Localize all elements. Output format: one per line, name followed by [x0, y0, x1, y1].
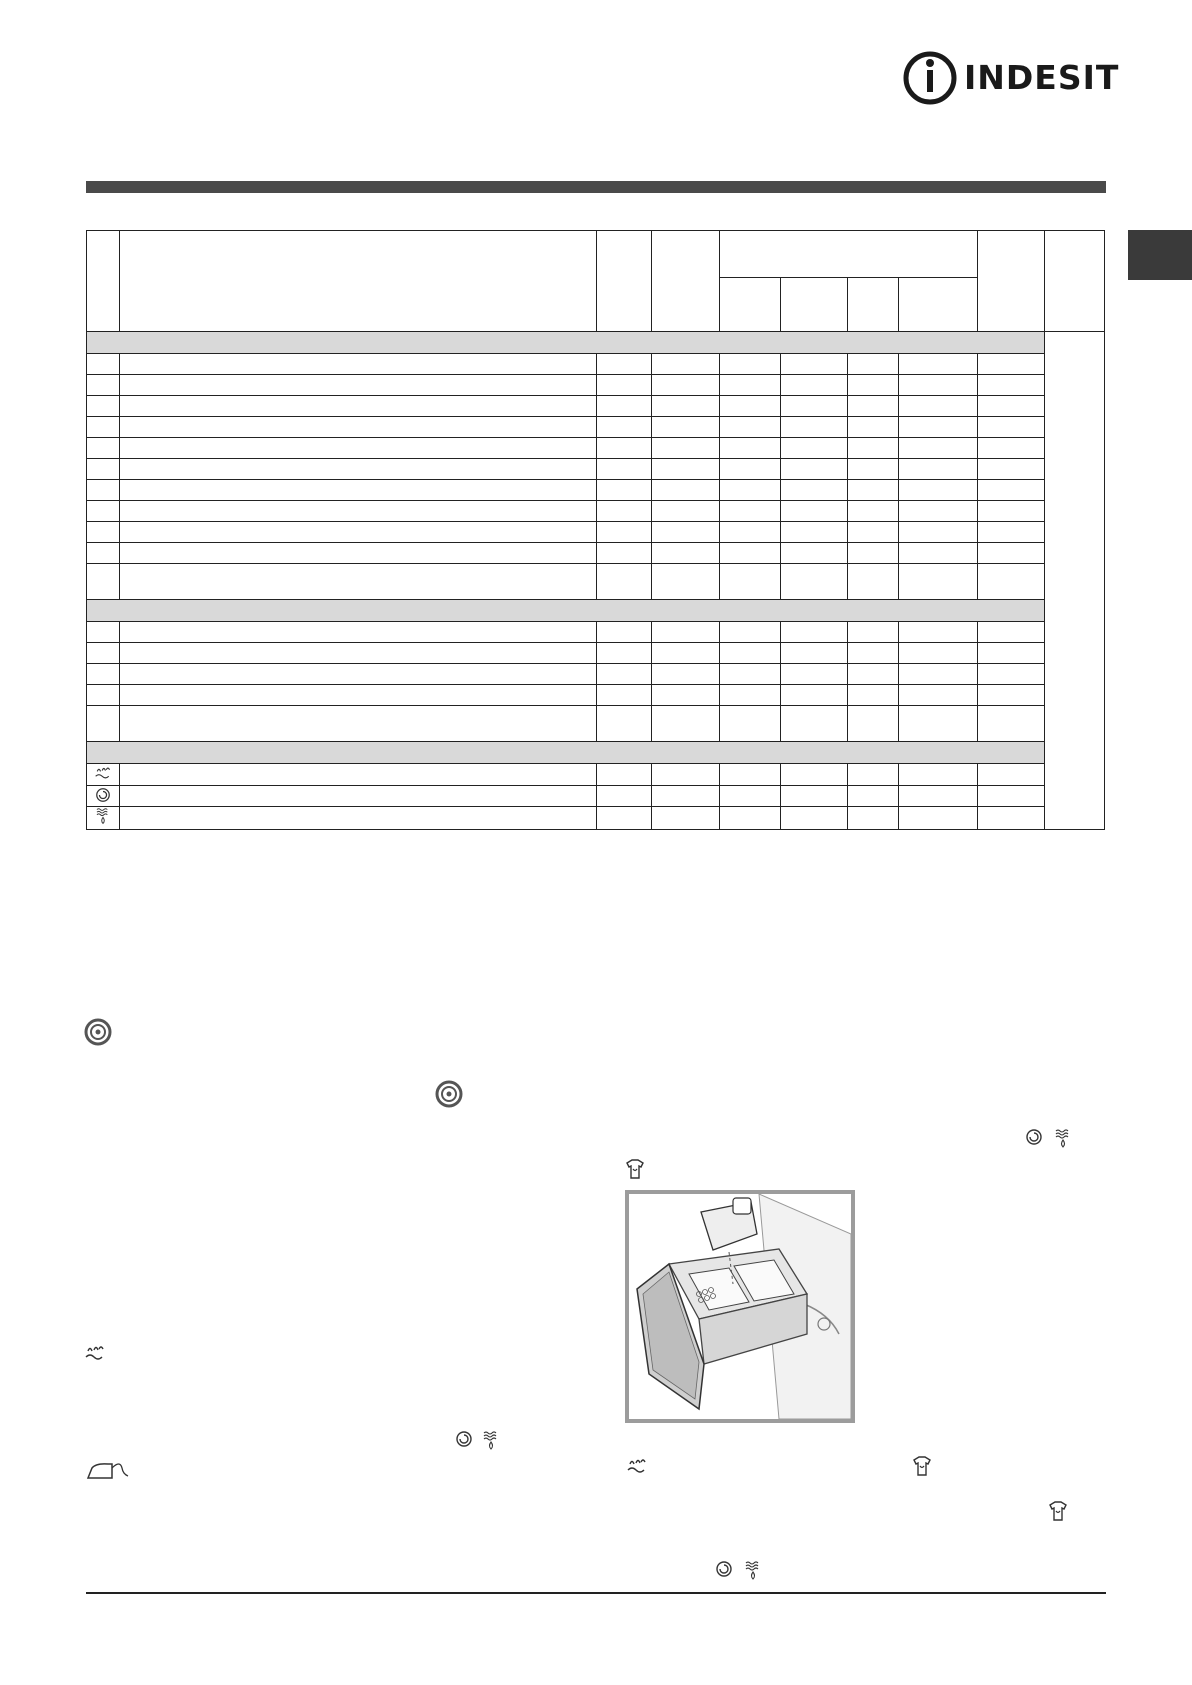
table-cell [848, 643, 899, 664]
section-band [87, 742, 1045, 764]
table-cell [720, 706, 781, 742]
row-number-cell [87, 501, 120, 522]
table-cell [120, 564, 597, 600]
table-cell [978, 706, 1045, 742]
table-cell [848, 622, 899, 643]
table-row [87, 480, 1105, 501]
row-number-cell [87, 396, 120, 417]
indesit-i-logo-icon [902, 50, 960, 106]
table-cell [720, 786, 781, 807]
table-cell [597, 706, 652, 742]
programme-table [86, 230, 1105, 830]
table-cell [720, 417, 781, 438]
table-cell [848, 396, 899, 417]
table-cell [848, 459, 899, 480]
side-column-cell [1045, 332, 1105, 830]
table-cell [899, 643, 978, 664]
table-cell [848, 522, 899, 543]
row-number-cell [87, 643, 120, 664]
drain-icon [95, 807, 111, 829]
table-cell [597, 543, 652, 564]
table-cell [781, 622, 848, 643]
table-cell [120, 807, 597, 830]
table-cell [848, 417, 899, 438]
table-cell [781, 706, 848, 742]
table-cell [978, 664, 1045, 685]
table-cell [120, 664, 597, 685]
table-cell [652, 480, 720, 501]
row-number-cell [87, 522, 120, 543]
table-cell [781, 786, 848, 807]
table-cell [899, 501, 978, 522]
shirt-stain-icon [624, 1158, 646, 1185]
row-number-cell [87, 786, 120, 807]
table-cell [652, 706, 720, 742]
table-cell [120, 786, 597, 807]
table-cell [720, 459, 781, 480]
table-cell [899, 417, 978, 438]
table-cell [978, 643, 1045, 664]
table-cell [597, 459, 652, 480]
row-number-cell [87, 664, 120, 685]
table-cell [120, 438, 597, 459]
brand-name: INDESIT [964, 58, 1120, 97]
table-cell [848, 685, 899, 706]
spin-icon [1025, 1128, 1043, 1151]
table-cell [978, 438, 1045, 459]
table-cell [978, 685, 1045, 706]
row-number-cell [87, 622, 120, 643]
table-cell [781, 480, 848, 501]
table-cell [781, 522, 848, 543]
table-cell [899, 786, 978, 807]
table-cell [652, 664, 720, 685]
table-cell [652, 543, 720, 564]
table-cell [899, 807, 978, 830]
table-cell [781, 375, 848, 396]
section-band [87, 332, 1045, 354]
rinse-icon [94, 764, 112, 785]
spin-icon [455, 1430, 473, 1453]
section-band-row [87, 600, 1105, 622]
table-cell [652, 764, 720, 786]
table-cell [899, 375, 978, 396]
spin-icon [95, 787, 111, 806]
table-cell [781, 354, 848, 375]
table-cell [978, 564, 1045, 600]
table-row [87, 764, 1105, 786]
table-cell [848, 438, 899, 459]
rinse-icon [84, 1342, 106, 1369]
table-cell [781, 459, 848, 480]
section-band [87, 600, 1045, 622]
table-row [87, 564, 1105, 600]
table-row [87, 786, 1105, 807]
table-cell [597, 786, 652, 807]
table-cell [848, 375, 899, 396]
table-cell [720, 375, 781, 396]
table-cell [120, 480, 597, 501]
table-cell [720, 480, 781, 501]
detergent-dispenser-drawer-illustration [625, 1190, 855, 1423]
table-cell [120, 396, 597, 417]
row-number-cell [87, 417, 120, 438]
table-row [87, 807, 1105, 830]
table-row [87, 501, 1105, 522]
table-cell [781, 664, 848, 685]
table-row [87, 622, 1105, 643]
table-cell [978, 807, 1045, 830]
table-row [87, 417, 1105, 438]
table-cell [848, 664, 899, 685]
table-cell [899, 459, 978, 480]
table-cell [978, 786, 1045, 807]
table-cell [720, 543, 781, 564]
table-cell [978, 354, 1045, 375]
table-cell [720, 438, 781, 459]
table-cell [978, 764, 1045, 786]
table-cell [120, 522, 597, 543]
row-number-cell [87, 543, 120, 564]
table-cell [899, 522, 978, 543]
table-cell [652, 807, 720, 830]
row-number-cell [87, 685, 120, 706]
table-cell [120, 501, 597, 522]
table-cell [652, 685, 720, 706]
table-cell [978, 459, 1045, 480]
table-row [87, 664, 1105, 685]
row-number-cell [87, 354, 120, 375]
table-cell [899, 622, 978, 643]
table-cell [781, 564, 848, 600]
table-cell [781, 807, 848, 830]
footer-rule [86, 1592, 1106, 1594]
table-cell [848, 564, 899, 600]
table-cell [978, 522, 1045, 543]
table-cell [978, 396, 1045, 417]
table-cell [899, 543, 978, 564]
table-cell [720, 622, 781, 643]
table-cell [597, 564, 652, 600]
table-cell [720, 501, 781, 522]
table-cell [720, 764, 781, 786]
table-cell [652, 522, 720, 543]
table-cell [899, 764, 978, 786]
table-cell [978, 622, 1045, 643]
table-cell [597, 375, 652, 396]
drain-icon [482, 1430, 500, 1457]
table-cell [120, 375, 597, 396]
row-number-cell [87, 564, 120, 600]
row-number-cell [87, 459, 120, 480]
table-cell [720, 643, 781, 664]
table-cell [597, 622, 652, 643]
table-cell [848, 543, 899, 564]
table-cell [652, 375, 720, 396]
table-cell [120, 685, 597, 706]
table-cell [720, 807, 781, 830]
table-cell [848, 354, 899, 375]
table-cell [597, 417, 652, 438]
table-cell [120, 764, 597, 786]
table-cell [652, 417, 720, 438]
table-cell [652, 501, 720, 522]
table-header-row [87, 231, 1105, 278]
table-cell [652, 354, 720, 375]
super-wash-target-icon [435, 1080, 463, 1113]
table-cell [781, 396, 848, 417]
table-cell [652, 438, 720, 459]
table-cell [899, 706, 978, 742]
brand-logo [902, 50, 1120, 106]
table-cell [848, 807, 899, 830]
table-cell [652, 564, 720, 600]
table-cell [652, 622, 720, 643]
table-cell [848, 706, 899, 742]
table-row [87, 375, 1105, 396]
table-row [87, 438, 1105, 459]
table-cell [720, 685, 781, 706]
table-cell [720, 564, 781, 600]
table-row [87, 706, 1105, 742]
table-cell [120, 643, 597, 664]
table-cell [720, 396, 781, 417]
table-cell [597, 664, 652, 685]
table-row [87, 396, 1105, 417]
table-cell [597, 438, 652, 459]
table-cell [597, 522, 652, 543]
table-row [87, 685, 1105, 706]
table-cell [597, 643, 652, 664]
table-cell [720, 522, 781, 543]
table-cell [781, 764, 848, 786]
iron-icon [86, 1458, 130, 1487]
language-side-tab [1128, 230, 1192, 280]
table-cell [120, 459, 597, 480]
table-cell [720, 664, 781, 685]
table-cell [597, 501, 652, 522]
row-number-cell [87, 764, 120, 786]
table-cell [978, 501, 1045, 522]
table-row [87, 543, 1105, 564]
table-cell [120, 354, 597, 375]
table-cell [899, 354, 978, 375]
table-cell [597, 480, 652, 501]
table-cell [597, 807, 652, 830]
header-bar [86, 181, 1106, 193]
table-cell [899, 396, 978, 417]
table-cell [652, 786, 720, 807]
table-cell [978, 543, 1045, 564]
super-wash-target-icon [84, 1018, 112, 1051]
table-cell [120, 543, 597, 564]
table-cell [978, 417, 1045, 438]
table-row [87, 643, 1105, 664]
drain-icon [1054, 1128, 1072, 1155]
table-cell [597, 764, 652, 786]
row-number-cell [87, 480, 120, 501]
row-number-cell [87, 706, 120, 742]
table-cell [899, 480, 978, 501]
row-number-cell [87, 807, 120, 830]
rinse-icon [626, 1455, 648, 1482]
shirt-stain-icon [1047, 1500, 1069, 1527]
table-cell [781, 501, 848, 522]
table-cell [120, 622, 597, 643]
section-band-row [87, 332, 1105, 354]
row-number-cell [87, 438, 120, 459]
table-cell [652, 396, 720, 417]
table-cell [899, 564, 978, 600]
table-cell [120, 706, 597, 742]
table-cell [781, 417, 848, 438]
table-cell [597, 396, 652, 417]
row-number-cell [87, 375, 120, 396]
table-cell [652, 643, 720, 664]
table-cell [120, 417, 597, 438]
table-cell [781, 685, 848, 706]
table-cell [899, 438, 978, 459]
table-cell [597, 685, 652, 706]
table-cell [899, 664, 978, 685]
table-cell [899, 685, 978, 706]
table-cell [848, 501, 899, 522]
table-cell [597, 354, 652, 375]
shirt-stain-icon [911, 1455, 933, 1482]
section-band-row [87, 742, 1105, 764]
table-cell [848, 764, 899, 786]
table-cell [848, 480, 899, 501]
table-cell [781, 438, 848, 459]
table-cell [720, 354, 781, 375]
table-cell [652, 459, 720, 480]
table-cell [781, 643, 848, 664]
table-cell [978, 375, 1045, 396]
table-row [87, 522, 1105, 543]
table-cell [848, 786, 899, 807]
table-cell [978, 480, 1045, 501]
spin-icon [715, 1560, 733, 1583]
table-row [87, 354, 1105, 375]
table-row [87, 459, 1105, 480]
table-cell [781, 543, 848, 564]
drain-icon [744, 1560, 762, 1587]
